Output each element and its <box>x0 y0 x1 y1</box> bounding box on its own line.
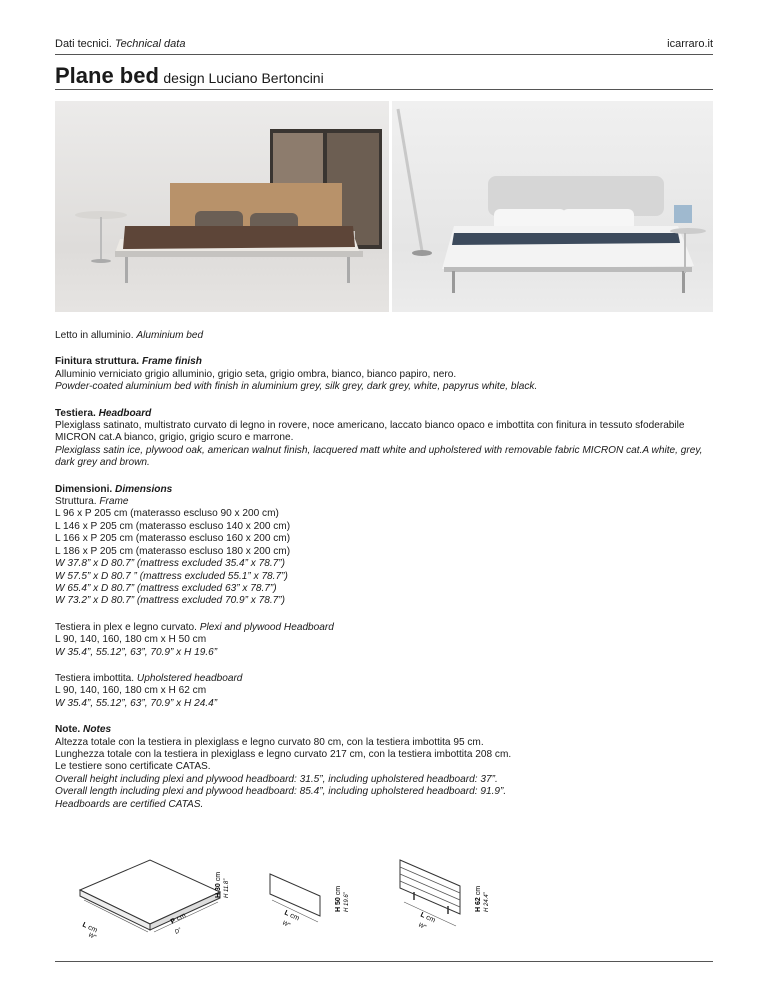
headboard-it: Plexiglass satinato, multistrato curvato di legno in rovere, noce americano, laccato bianco opaco e imbottita con finitura in tessuto sfoderabile MICRON cat.A bianco, grigio, grigio scuro e marrone. <box>55 420 685 444</box>
note-line-en: Headboards are certified CATAS. <box>55 798 204 810</box>
note-line: Altezza totale con la testiera in plexiglass e legno curvato 80 cm, con la testiera imbottita 95 cm. <box>55 736 484 748</box>
designer-credit: design Luciano Bertoncini <box>163 70 324 86</box>
bed-h-in-label: H 11.8” <box>224 878 230 898</box>
uph-h-label: H 62 cm <box>475 885 482 912</box>
notes-heading-en: Notes <box>83 724 112 736</box>
page-title <box>55 63 713 90</box>
uph-h-in-label: H 24.4” <box>484 892 490 912</box>
headboard-heading-it: Testiera. <box>55 407 96 419</box>
note-line-en: Overall length including plexi and plywood headboard: 85.4”, including upholstered headboard: 91.9”. <box>55 786 507 798</box>
headboard-heading <box>55 408 151 419</box>
upholstered-headboard-diagram <box>390 840 510 945</box>
dimension-line-en: W 73.2” x D 80.7” (mattress excluded 70.9” x 78.7”) <box>55 595 286 607</box>
note-line-en: Overall height including plexi and plywood headboard: 31.5”, including upholstered headboard: 37”. <box>55 773 498 785</box>
uph-dims-en: W 35.4”, 55.12”, 63”, 70.9” x H 24.4” <box>55 697 218 709</box>
plexi-en: Plexi and plywood Headboard <box>199 621 334 633</box>
note-line: Lunghezza totale con la testiera in plexiglass e legno curvato 217 cm, con la testiera imbottita 208 cm. <box>55 748 512 760</box>
plexi-h-label: H 50 cm <box>335 885 342 912</box>
frame-heading-en: Frame finish <box>141 356 202 368</box>
dimensions-section <box>55 484 720 608</box>
bed-dimension-diagram <box>70 840 250 945</box>
dimension-line: L 146 x P 205 cm (materasso escluso 140 x 200 cm) <box>55 520 291 532</box>
plexi-section <box>55 622 720 659</box>
dimension-line-en: W 37.8” x D 80.7” (mattress excluded 35.4” x 78.7”) <box>55 558 286 570</box>
frame-en: Powder-coated aluminium bed with finish in aluminium grey, silk grey, dark grey, white, papyrus white, black. <box>55 381 538 393</box>
frame-heading-it: Finitura struttura. <box>55 356 140 368</box>
dimension-line: L 166 x P 205 cm (materasso escluso 160 x 200 cm) <box>55 533 291 545</box>
spec-text <box>55 330 720 825</box>
intro-it: Letto in alluminio. <box>55 330 134 341</box>
plexi-dims-en: W 35.4”, 55.12”, 63”, 70.9” x H 19.6” <box>55 646 218 658</box>
bed-h-label: H 30 cm <box>215 871 222 898</box>
uph-l-label: L cm <box>419 911 437 925</box>
upholstered-section <box>55 673 720 710</box>
frame-it: Alluminio verniciato grigio alluminio, grigio seta, grigio ombra, bianco, bianco papiro, nero. <box>55 368 457 380</box>
product-name: Plane bed <box>55 63 159 88</box>
bed-photo-upholstered <box>392 101 713 312</box>
uph-it: Testiera imbottita. <box>55 672 135 684</box>
bed-l-label: L cm <box>81 921 99 935</box>
structure-en: Frame <box>99 496 129 508</box>
bed-w-label: W” <box>87 932 97 940</box>
dimensions-heading-it: Dimensioni. <box>55 483 113 495</box>
plexi-dims: L 90, 140, 160, 180 cm x H 50 cm <box>55 634 207 646</box>
bed-d-label: D” <box>174 927 183 936</box>
footer-divider <box>55 961 713 962</box>
intro-en: Aluminium bed <box>136 330 204 341</box>
plexi-l-label: L cm <box>283 909 301 923</box>
header-it: Dati tecnici. <box>55 38 112 50</box>
dimension-line: L 96 x P 205 cm (materasso escluso 90 x 200 cm) <box>55 508 279 520</box>
note-line: Le testiere sono certificate CATAS. <box>55 761 211 773</box>
headboard-en: Plexiglass satin ice, plywood oak, american walnut finish, lacquered matt white and upholstered with removable fabric MICRON cat.A white, grey, dark grey and brown. <box>55 444 703 469</box>
dimensions-heading-en: Dimensions <box>115 483 173 495</box>
intro-paragraph <box>55 330 720 342</box>
headboard-heading-en: Headboard <box>98 407 152 419</box>
bed-photo-wood <box>55 101 389 312</box>
notes-heading <box>55 724 111 735</box>
plexi-it: Testiera in plex e legno curvato. <box>55 621 197 633</box>
notes-section <box>55 724 720 811</box>
dimension-line-en: W 57.5” x D 80.7 ” (mattress excluded 55.1” x 78.7”) <box>55 570 288 582</box>
frame-heading <box>55 356 202 367</box>
structure-it: Struttura. <box>55 496 97 508</box>
dimension-line: L 186 x P 205 cm (materasso escluso 180 x 200 cm) <box>55 545 291 557</box>
dimension-line-en: W 65.4” x D 80.7” (mattress excluded 63” x 78.7”) <box>55 582 277 594</box>
uph-en: Upholstered headboard <box>136 672 243 684</box>
site-url: icarraro.it <box>667 38 713 50</box>
plexi-h-in-label: H 19.6” <box>344 892 350 912</box>
page-header <box>55 36 713 55</box>
plexi-headboard-diagram <box>258 840 368 945</box>
frame-section <box>55 356 720 393</box>
uph-dims: L 90, 140, 160, 180 cm x H 62 cm <box>55 685 207 697</box>
uph-w-label: W” <box>417 922 427 932</box>
bed-p-label: P cm <box>169 912 188 926</box>
dimensions-heading <box>55 484 172 495</box>
plexi-w-label: W” <box>281 920 291 930</box>
headboard-section <box>55 408 720 470</box>
notes-heading-it: Note. <box>55 724 81 736</box>
header-section <box>55 38 185 50</box>
header-en: Technical data <box>114 38 186 50</box>
